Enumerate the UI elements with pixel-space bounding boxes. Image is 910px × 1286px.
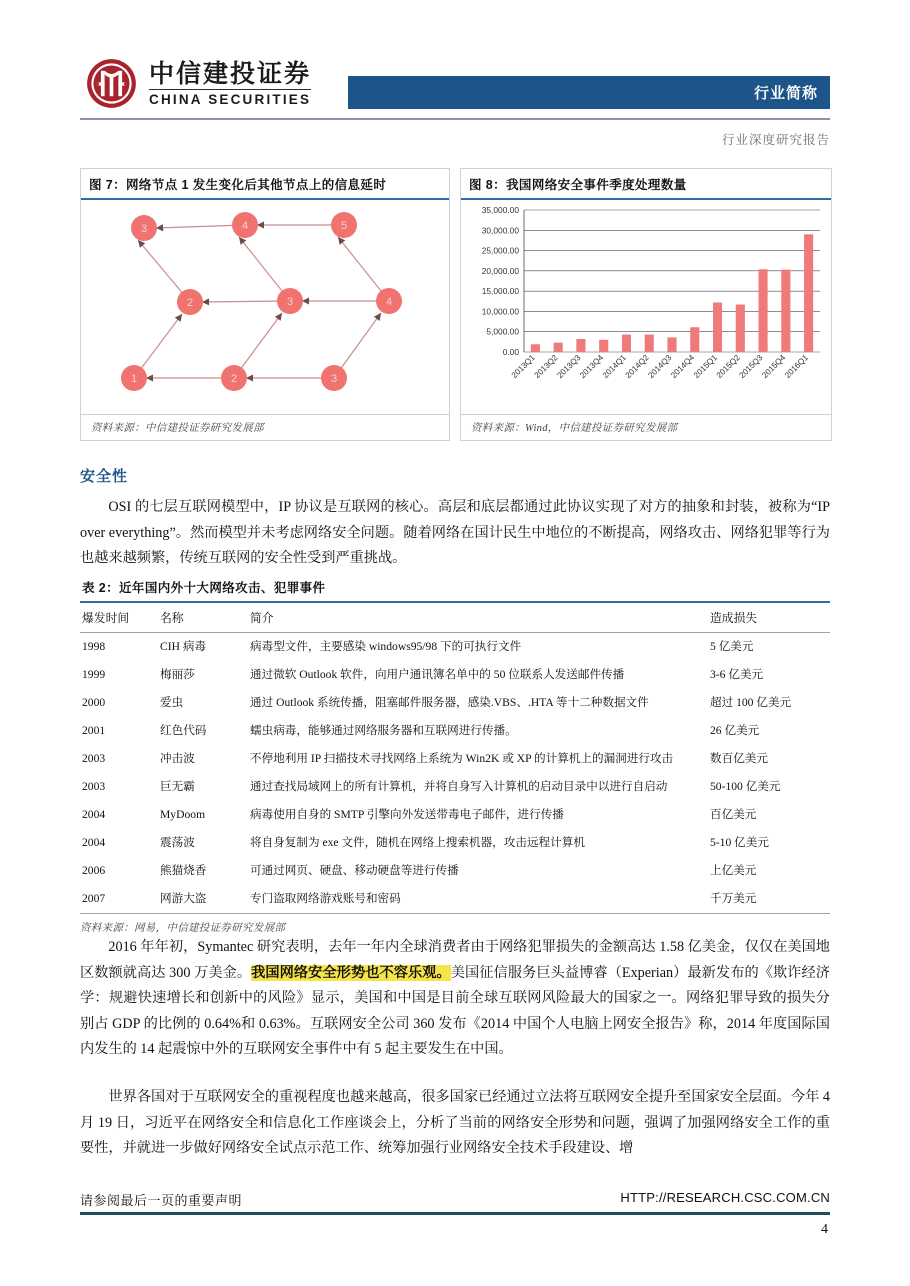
- figure-7-title: 图 7：网络节点 1 发生变化后其他节点上的信息延时: [81, 169, 449, 200]
- footer-disclaimer: 请参阅最后一页的重要声明: [80, 1193, 243, 1208]
- y-axis-tick-label: 0.00: [502, 347, 519, 357]
- paragraph-global-legislation: 世界各国对于互联网安全的重视程度也越来越高，很多国家已经通过立法将互联网安全提升至国家安全层面。今年 4 月 19 日，习近平在网络安全和信息化工作座谈会上，分析了当前的网络安全形势和问题，强调了加强网络安全工作的重要性，并就进一步做好网络安全试点示范工作、统筹加强行业网络安全技术手段建设、增: [80, 1089, 830, 1156]
- x-axis-tick-label: 2015Q2: [714, 353, 742, 381]
- cell-loss: 超过 100 亿美元: [710, 696, 792, 709]
- svg-text:1: 1: [130, 373, 138, 385]
- bar: [622, 335, 631, 352]
- cell-loss: 26 亿美元: [710, 724, 760, 737]
- svg-text:3: 3: [286, 296, 294, 308]
- y-axis-tick-label: 25,000.00: [481, 245, 519, 256]
- network-lattice-diagram: [81, 200, 449, 414]
- cell-name: 冲击波: [160, 752, 195, 765]
- table-row: [80, 689, 830, 717]
- footer-divider: [80, 1212, 830, 1215]
- cell-loss: 千万美元: [708, 885, 830, 914]
- cell-loss: 百亿美元: [710, 808, 757, 821]
- table-2-source: 资料来源：网易，中信建投证券研究发展部: [80, 923, 286, 934]
- logo-text-en: CHINA SECURITIES: [149, 89, 311, 107]
- cell-desc: 可通过网页、硬盘、移动硬盘等进行传播: [250, 864, 459, 877]
- bar: [554, 343, 563, 352]
- cell-name: 梅丽莎: [160, 668, 195, 681]
- cell-name: 红色代码: [160, 724, 207, 737]
- cell-loss: 5 亿美元: [710, 640, 754, 653]
- svg-text:2: 2: [186, 297, 194, 309]
- cell-time: 2007: [80, 885, 158, 914]
- table-row: [80, 857, 830, 885]
- cell-time: 2001: [82, 724, 106, 737]
- cell-name: 爱虫: [160, 696, 184, 709]
- x-axis-tick-label: 2014Q4: [669, 353, 697, 381]
- table-body: [80, 633, 830, 914]
- x-axis-tick-label: 2013Q2: [532, 353, 560, 381]
- bar: [759, 269, 768, 352]
- cell-desc: 病毒使用自身的 SMTP 引擎向外发送带毒电子邮件，进行传播: [250, 808, 564, 821]
- x-axis-tick-label: 2016Q1: [783, 353, 811, 381]
- cell-desc: 不停地利用 IP 扫描技术寻找网络上系统为 Win2K 或 XP 的计算机上的漏洞进行攻击: [250, 752, 674, 765]
- table-row: [80, 829, 830, 857]
- page-header: [0, 0, 910, 147]
- cell-desc: 通过微软 Outlook 软件，向用户通讯簿名单中的 50 位联系人发送邮件传播: [250, 668, 625, 681]
- security-incidents-bar-chart: [461, 200, 831, 414]
- x-axis-tick-label: 2013Q3: [555, 353, 583, 381]
- cell-time: 2000: [82, 696, 106, 709]
- cell-time: 2004: [82, 836, 106, 849]
- paragraph-osi-model: OSI 的七层互联网模型中，IP 协议是互联网的核心。高层和底层都通过此协议实现了对方的抽象和封装，被称为“IP over everything”。然而模型并未考虑网络安全问题。随着网络在国计民生中地位的不断提高，网络攻击、网络犯罪等行为也越来越频繁，传统互联网的安全性受到严重挑战。: [80, 499, 830, 566]
- cell-desc: 通过查找局域网上的所有计算机，并将自身写入计算机的启动目录中以进行自启动: [250, 780, 668, 793]
- y-axis-tick-label: 20,000.00: [481, 265, 519, 276]
- y-axis-tick-label: 10,000.00: [481, 306, 519, 317]
- bar: [781, 270, 790, 352]
- csc-logo-icon: [85, 57, 138, 110]
- y-axis-tick-label: 35,000.00: [481, 205, 519, 215]
- bar: [576, 339, 585, 352]
- svg-text:5: 5: [340, 220, 348, 232]
- paragraph-symantec-stats: 2016 年年初，Symantec 研究表明，去年一年内全球消费者由于网络犯罪损失的金额高达 1.58 亿美金，仅仅在美国地区数额就高达 300 万美金。我国网络安全形势也不容乐观。美国征信服务巨头益博睿（Experian）最新发布的《欺诈经济学：规避快速增长和创新中的风险》显示，美国和中国是目前全球互联网风险最大的国家之一。网络犯罪导致的损失分别占 GDP 的比例的 0.64%和 0.63%。互联网安全公司 360 发布《2014 中国个人电脑上网安全报告》称，2014 年度国际国内发生的 14 起震惊中外的互联网安全事件中有 5 起主要发生在中国。: [80, 939, 830, 1057]
- header-divider: [80, 118, 830, 120]
- bar: [736, 305, 745, 352]
- bar: [713, 303, 722, 352]
- footer-url[interactable]: HTTP://RESEARCH.CSC.COM.CN: [620, 1190, 830, 1205]
- cell-loss: 5-10 亿美元: [710, 836, 769, 849]
- bar: [645, 335, 654, 352]
- svg-text:3: 3: [140, 223, 148, 235]
- cell-name: CIH 病毒: [160, 640, 207, 653]
- x-axis-tick-label: 2013Q1: [509, 353, 537, 381]
- bar: [804, 234, 813, 352]
- svg-text:4: 4: [385, 296, 393, 308]
- col-header-desc: 简介: [248, 603, 708, 633]
- svg-text:4: 4: [241, 220, 249, 232]
- table-row: [80, 717, 830, 745]
- cell-loss: 50-100 亿美元: [710, 780, 781, 793]
- figure-7: [80, 168, 450, 441]
- bar: [599, 340, 608, 352]
- x-axis-tick-label: 2013Q4: [578, 353, 606, 381]
- x-axis-tick-label: 2015Q3: [737, 353, 765, 381]
- cell-desc: 将自身复制为 exe 文件，随机在网络上搜索机器，攻击远程计算机: [250, 836, 585, 849]
- col-header-loss: 造成损失: [708, 603, 830, 633]
- highlighted-text: 我国网络安全形势也不容乐观。: [251, 964, 451, 981]
- cell-name: 熊猫烧香: [160, 864, 207, 877]
- y-axis-tick-label: 5,000.00: [486, 326, 519, 337]
- svg-text:3: 3: [330, 373, 338, 385]
- x-axis-tick-label: 2014Q1: [600, 353, 628, 381]
- bar: [531, 344, 540, 352]
- table-row: [80, 801, 830, 829]
- bar: [667, 337, 676, 352]
- table-row: [80, 633, 830, 662]
- industry-label: 行业简称: [753, 85, 818, 102]
- cell-name: 网游大盗: [158, 885, 248, 914]
- cell-desc: 专门盗取网络游戏账号和密码: [248, 885, 708, 914]
- col-header-name: 名称: [158, 603, 248, 633]
- table-header-row: [80, 603, 830, 633]
- page-number: 4: [821, 1222, 828, 1237]
- cell-time: 2006: [82, 864, 106, 877]
- cell-loss: 数百亿美元: [710, 752, 768, 765]
- y-axis-tick-label: 15,000.00: [481, 286, 519, 297]
- bar: [690, 327, 699, 352]
- company-logo: [85, 57, 311, 110]
- report-type-label: 行业深度研究报告: [721, 133, 830, 147]
- header-band: [348, 76, 830, 109]
- cell-desc: 病毒型文件，主要感染 windows95/98 下的可执行文件: [250, 640, 522, 653]
- x-axis-tick-label: 2015Q4: [760, 353, 788, 381]
- cell-time: 2003: [82, 780, 106, 793]
- table-header: [80, 603, 830, 633]
- svg-text:2: 2: [230, 373, 238, 385]
- table-2-title: 表 2：近年国内外十大网络攻击、犯罪事件: [80, 578, 830, 603]
- x-axis-tick-label: 2014Q3: [646, 353, 674, 381]
- cell-time: 2004: [82, 808, 106, 821]
- figure-8: [460, 168, 832, 441]
- cell-loss: 上亿美元: [710, 864, 757, 877]
- cell-time: 1998: [82, 640, 106, 653]
- figure-7-source: 资料来源：中信建投证券研究发展部: [81, 414, 449, 440]
- logo-text-cn: 中信建投证券: [149, 59, 312, 88]
- cell-time: 1999: [82, 668, 106, 681]
- y-axis-tick-label: 30,000.00: [481, 225, 519, 236]
- table-row: [80, 773, 830, 801]
- cell-loss: 3-6 亿美元: [710, 668, 764, 681]
- table-2-wrapper: [80, 578, 830, 935]
- table-row: [80, 745, 830, 773]
- section-heading-security: 安全性: [80, 468, 129, 485]
- x-axis-tick-label: 2014Q2: [623, 353, 651, 381]
- table-row: [80, 885, 830, 914]
- table-row: [80, 661, 830, 689]
- figure-7-body: [81, 200, 449, 414]
- figure-8-body: [461, 200, 831, 414]
- x-axis-tick-label: 2015Q1: [691, 353, 719, 381]
- cell-time: 2003: [82, 752, 106, 765]
- cell-desc: 蠕虫病毒，能够通过网络服务器和互联网进行传播。: [250, 724, 517, 737]
- figure-8-title: 图 8：我国网络安全事件季度处理数量: [461, 169, 831, 200]
- cyber-attacks-table: [80, 603, 830, 914]
- figure-8-source: 资料来源：Wind，中信建投证券研究发展部: [461, 414, 831, 440]
- cell-name: 震荡波: [160, 836, 195, 849]
- cell-name: MyDoom: [160, 808, 206, 821]
- cell-name: 巨无霸: [160, 780, 195, 793]
- col-header-time: 爆发时间: [80, 603, 158, 633]
- cell-desc: 通过 Outlook 系统传播，阻塞邮件服务器，感染.VBS、.HTA 等十二种数据文件: [250, 696, 649, 709]
